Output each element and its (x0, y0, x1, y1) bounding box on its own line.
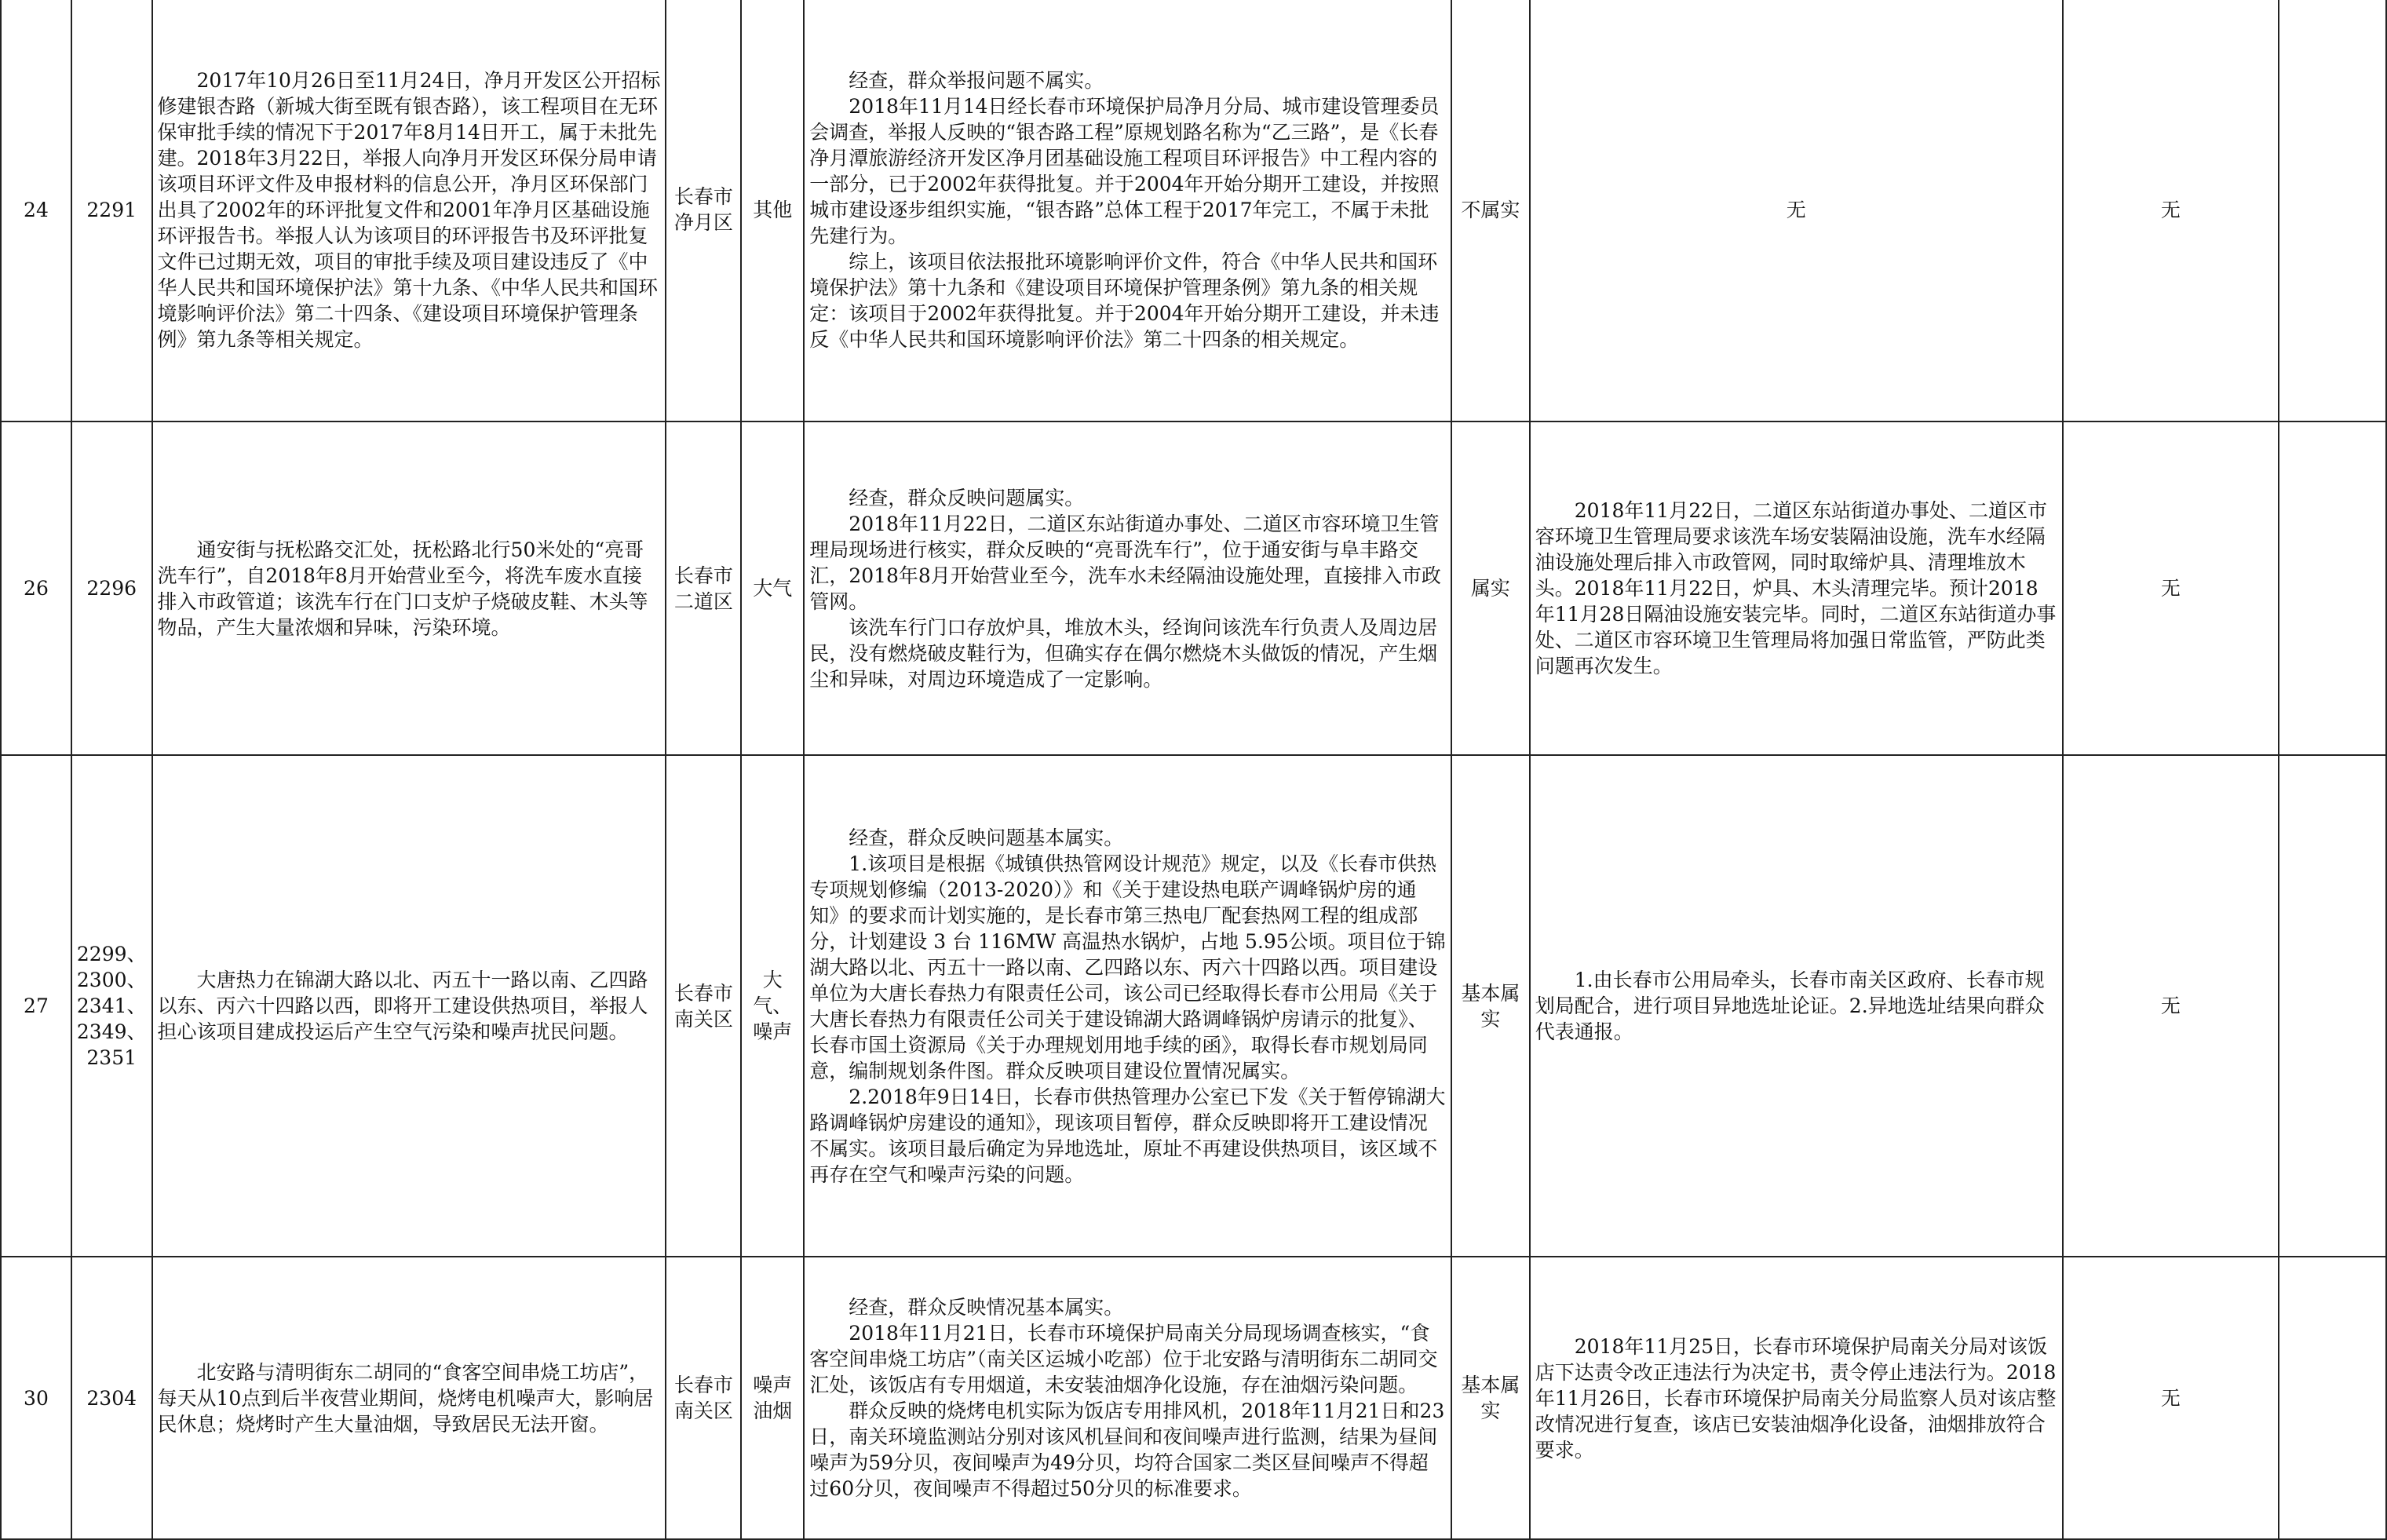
investigation-cell (804, 755, 1451, 1257)
complaint-id: 2304 (86, 1386, 137, 1410)
remarks-cell (2279, 755, 2386, 1257)
handling-cell-paragraph: 1.由长春市公用局牵头，长春市南关区政府、长春市规划局配合，进行项目异地选址论证。2.异地选址结果向群众代表通报。 (1535, 969, 2045, 1043)
remarks-cell (2279, 1257, 2386, 1539)
verdict-cell: 基本属实 (1451, 1257, 1530, 1539)
handling-cell (1530, 755, 2063, 1257)
complaint-id-cell (71, 0, 152, 421)
complaint-id: 2300、 (76, 969, 147, 991)
complaint-id-cell (71, 421, 152, 755)
table-row (1, 0, 2386, 421)
investigation-cell-paragraph: 经查，群众举报问题不属实。 (849, 68, 1104, 92)
investigation-cell-paragraph: 综上，该项目依法报批环境影响评价文件，符合《中华人民共和国环境保护法》第十九条和《建设项目环境保护管理条例》第九条的相关规定：该项目于2002年获得批复。并于2004年开始分期开工建设，并未违反《中华人民共和国环境影响评价法》第二十四条的相关规定。 (809, 250, 1440, 351)
complaint-content-cell-paragraph: 大唐热力在锦湖大路以北、丙五十一路以南、乙四路以东、丙六十四路以西，即将开工建设供热项目，举报人担心该项目建成投运后产生空气污染和噪声扰民问题。 (157, 969, 648, 1043)
complaint-content-cell-paragraph: 2017年10月26日至11月24日，净月开发区公开招标修建银杏路（新城大街至既有银杏路），该工程项目在无环保审批手续的情况下于2017年8月14日开工，属于未批先建。2018年3月22日，举报人向净月开发区环保分局申请该项目环评文件及申报材料的信息公开，净月区环保部门出具了2002年的环评批复文件和2001年净月区基础设施环评报告书。举报人认为该项目的环评报告书及环评批复文件已过期无效，项目的审批手续及项目建设违反了《中华人民共和国环境保护法》第十九条、《中华人民共和国环境影响评价法》第二十四条、《建设项目环境保护管理条例》第九条等相关规定。 (157, 68, 661, 351)
investigation-cell-paragraph: 该洗车行门口存放炉具，堆放木头，经询问该洗车行负责人及周边居民，没有燃烧破皮鞋行为，但确实存在偶尔燃烧木头做饭的情况，产生烟尘和异味，对周边环境造成了一定影响。 (809, 615, 1438, 691)
row-number-cell: 26 (1, 421, 71, 755)
investigation-cell-paragraph: 2018年11月14日经长春市环境保护局净月分局、城市建设管理委员会调查，举报人反映的“银杏路工程”原规划路名称为“乙三路”，是《长春净月潭旅游经济开发区净月团基础设施工程项目环评报告》中工程内容的一部分，已于2002年获得批复。并于2004年开始分期开工建设，并按照城市建设逐步组织实施，“银杏路”总体工程于2017年完工，不属于未批先建行为。 (809, 94, 1440, 247)
district-cell: 长春市二道区 (666, 421, 741, 755)
handling-cell (1530, 0, 2063, 421)
investigation-cell (804, 0, 1451, 421)
pollution-category-cell: 噪声油烟 (741, 1257, 804, 1539)
complaint-id: 2299、 (76, 943, 147, 965)
investigation-cell-paragraph: 2018年11月22日，二道区东站街道办事处、二道区市容环境卫生管理局现场进行核实，群众反映的“亮哥洗车行”，位于通安街与阜丰路交汇，2018年8月开始营业至今，洗车水未经隔油设施处理，直接排入市政管网。 (809, 512, 1441, 613)
row-number-cell: 30 (1, 1257, 71, 1539)
handling-cell-paragraph: 无 (1786, 198, 1806, 221)
accountability-cell: 无 (2063, 421, 2279, 755)
handling-cell (1530, 421, 2063, 755)
investigation-cell-paragraph: 2018年11月21日，长春市环境保护局南关分局现场调查核实，“食客空间串烧工坊店”（南关区运城小吃部）位于北安路与清明街东二胡同交汇处，该饭店有专用烟道，未安装油烟净化设施，存在油烟污染问题。 (809, 1322, 1438, 1396)
row-number-cell: 24 (1, 0, 71, 421)
complaint-id: 2349、 (76, 1020, 147, 1043)
row-number-cell: 27 (1, 755, 71, 1257)
district-cell: 长春市南关区 (666, 1257, 741, 1539)
complaint-id: 2296 (86, 577, 137, 600)
handling-cell (1530, 1257, 2063, 1539)
complaint-content-cell (152, 0, 666, 421)
complaint-content-cell (152, 1257, 666, 1539)
complaint-id: 2341、 (76, 994, 147, 1017)
complaint-id: 2291 (86, 198, 137, 221)
verdict-cell: 不属实 (1451, 0, 1530, 421)
remarks-cell (2279, 0, 2386, 421)
district-cell: 长春市南关区 (666, 755, 741, 1257)
verdict-cell: 属实 (1451, 421, 1530, 755)
remarks-cell (2279, 421, 2386, 755)
accountability-cell: 无 (2063, 1257, 2279, 1539)
investigation-cell-paragraph: 经查，群众反映问题基本属实。 (849, 826, 1124, 849)
complaint-id: 2351 (86, 1046, 137, 1069)
pollution-category-cell: 大气 (741, 421, 804, 755)
investigation-cell-paragraph: 群众反映的烧烤电机实际为饭店专用排风机，2018年11月21日和23日，南关环境监测站分别对该风机昼间和夜间噪声进行监测，结果为昼间噪声为59分贝，夜间噪声为49分贝，均符合国家二类区昼间噪声不得超过60分贝，夜间噪声不得超过50分贝的标准要求。 (809, 1400, 1445, 1500)
investigation-cell-paragraph: 经查，群众反映问题属实。 (849, 486, 1085, 509)
investigation-cell (804, 421, 1451, 755)
pollution-category-cell: 其他 (741, 0, 804, 421)
investigation-cell-paragraph: 2.2018年9日14日，长春市供热管理办公室已下发《关于暂停锦湖大路调峰锅炉房建设的通知》，现该项目暂停，群众反映即将开工建设情况不属实。该项目最后确定为异地选址，原址不再建设供热项目，该区域不再存在空气和噪声污染的问题。 (809, 1085, 1446, 1186)
investigation-cell-paragraph: 1.该项目是根据《城镇供热管网设计规范》规定，以及《长春市供热专项规划修编（2013-2020）》和《关于建设热电联产调峰锅炉房的通知》的要求而计划实施的，是长春市第三热电厂配套热网工程的组成部分，计划建设 3 台 116MW 高温热水锅炉，占地 5.95公顷。项目位于锦湖大路以北、丙五十一路以南、乙四路以东、丙六十四路以西。项目建设单位为大唐长春热力有限责任公司，该公司已经取得长春市公用局《关于大唐长春热力有限责任公司关于建设锦湖大路调峰锅炉房请示的批复》、长春市国土资源局《关于办理规划用地手续的函》，取得长春市规划局同意，编制规划条件图。群众反映项目建设位置情况属实。 (809, 852, 1446, 1082)
verdict-cell: 基本属实 (1451, 755, 1530, 1257)
complaint-id-cell (71, 1257, 152, 1539)
investigation-cell-paragraph: 经查，群众反映情况基本属实。 (849, 1296, 1124, 1319)
investigation-cell (804, 1257, 1451, 1539)
table-row (1, 421, 2386, 755)
handling-cell-paragraph: 2018年11月22日，二道区东站街道办事处、二道区市容环境卫生管理局要求该洗车场安装隔油设施，洗车水经隔油设施处理后排入市政管网，同时取缔炉具、清理堆放木头。2018年11月22日，炉具、木头清理完毕。预计2018年11月28日隔油设施安装完毕。同时，二道区东站街道办事处、二道区市容环境卫生管理局将加强日常监管，严防此类问题再次发生。 (1535, 499, 2057, 677)
complaint-content-cell-paragraph: 通安街与抚松路交汇处，抚松路北行50米处的“亮哥洗车行”，自2018年8月开始营业至今，将洗车废水直接排入市政管道；该洗车行在门口支炉子烧破皮鞋、木头等物品，产生大量浓烟和异味，污染环境。 (157, 538, 648, 639)
pollution-category-cell: 大气、噪声 (741, 755, 804, 1257)
complaint-content-cell (152, 755, 666, 1257)
accountability-cell: 无 (2063, 755, 2279, 1257)
accountability-cell: 无 (2063, 0, 2279, 421)
district-cell: 长春市净月区 (666, 0, 741, 421)
table-row (1, 1257, 2386, 1539)
complaint-content-cell (152, 421, 666, 755)
complaint-id-cell (71, 755, 152, 1257)
table-row (1, 755, 2386, 1257)
handling-cell-paragraph: 2018年11月25日，长春市环境保护局南关分局对该饭店下达责令改正违法行为决定书，责令停止违法行为。2018年11月26日，长春市环境保护局南关分局监察人员对该店整改情况进行复查，该店已安装油烟净化设备，油烟排放符合要求。 (1535, 1334, 2057, 1462)
complaint-content-cell-paragraph: 北安路与清明街东二胡同的“食客空间串烧工坊店”，每天从10点到后半夜营业期间，烧烤电机噪声大，影响居民休息；烧烤时产生大量油烟，导致居民无法开窗。 (157, 1360, 654, 1436)
